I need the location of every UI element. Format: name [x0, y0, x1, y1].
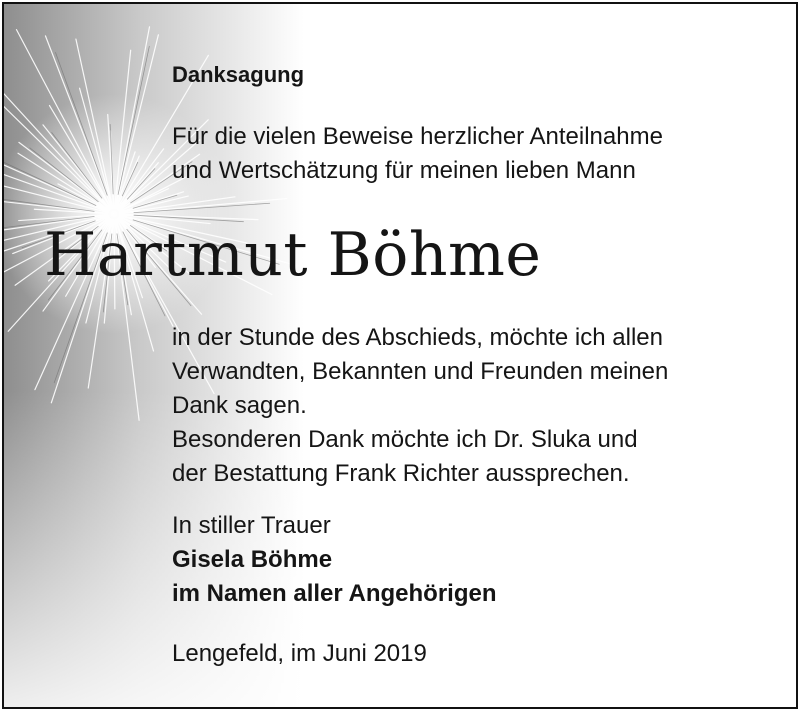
heading-danksagung: Danksagung: [172, 62, 305, 87]
signer-name: Gisela Böhme: [172, 546, 333, 573]
body-line-4: Besonderen Dank möchte ich Dr. Sluka und: [172, 426, 638, 453]
closing-line: In stiller Trauer: [172, 512, 331, 539]
obituary-card: [2, 2, 798, 709]
intro-line-1: Für die vielen Beweise herzlicher Anteilnahme: [172, 123, 663, 150]
signer-family: im Namen aller Angehörigen: [172, 580, 497, 607]
body-paragraph: [172, 321, 668, 491]
body-line-3: Dank sagen.: [172, 392, 307, 419]
place-date: Lengefeld, im Juni 2019: [172, 640, 427, 667]
deceased-name: Hartmut Böhme: [44, 220, 542, 290]
intro-paragraph: [172, 120, 663, 188]
body-line-1: in der Stunde des Abschieds, möchte ich allen: [172, 324, 663, 351]
intro-line-2: und Wertschätzung für meinen lieben Mann: [172, 157, 636, 184]
closing-block: [172, 509, 497, 611]
body-line-2: Verwandten, Bekannten und Freunden meinen: [172, 358, 669, 385]
body-line-5: der Bestattung Frank Richter aussprechen.: [172, 460, 630, 487]
